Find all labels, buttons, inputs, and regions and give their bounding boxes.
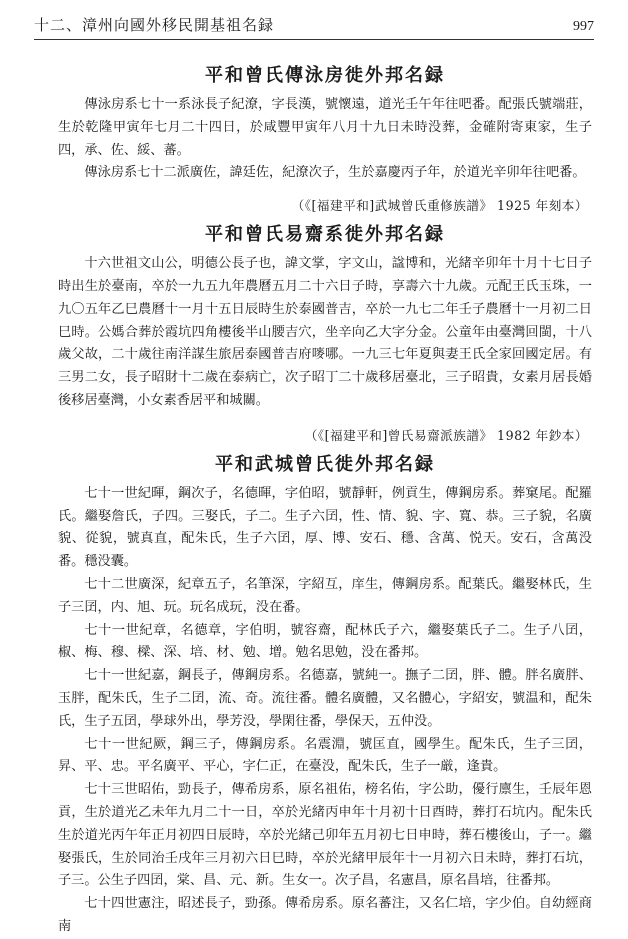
page-body: [58, 58, 592, 939]
page-number: 997: [573, 19, 594, 34]
paragraph: 七十一世紀章，名德章，字伯明，號容齋，配林氏子六，繼娶葉氏子二。生子八囝，椒、梅、穆、樑、深、培、材、勉、增。勉名思勉，没在番邦。: [58, 622, 592, 661]
paragraph: 七十二世廣深，紀章五子，名筆深，字紹互，庠生，傳鋼房系。配葉氏。繼娶林氏，生子三囝，内、旭、玩。玩名成玩，没在番。: [58, 576, 592, 615]
source-citation: （《[福建平和]武城曾氏重修族譜》 1925 年刻本）: [291, 198, 588, 214]
running-head: [34, 14, 594, 40]
section-heading: 平和曾氏傳泳房徙外邦名録: [205, 65, 445, 86]
paragraph: 七十一世紀嘉，鋼長子，傳鋼房系。名德嘉，號純一。撫子二囝，胖、體。胖名廣胖、玉胖，配朱氏，生子二囝，流、奇。流往番。體名廣體，又名體心，字紹安，號温和，配朱氏，生子五囝，學球外出，學芳没，學閑往番，學保天，五仲没。: [58, 668, 592, 729]
section-heading: 平和曾氏易齋系徙外邦名録: [205, 224, 445, 246]
paragraph: 傳泳房系七十一系泳長子紀潦，字長漢，號懷遠，道光壬午年往吧番。配張氏號端莊，生於乾隆甲寅年七月二十四日，於咸豐甲寅年八月十九日未時没葬，金確附寄東家，生子四，承、佐、綏、蕃。: [58, 97, 592, 158]
paragraph: 七十四世憲注，昭述長子，勁孫。傳希房系。原名蕃注，又名仁培，字少伯。自幼經商南: [58, 896, 592, 934]
section-heading: 平和武城曾氏徙外邦名録: [215, 453, 435, 475]
paragraph: 十六世祖文山公，明德公長子也，諱文掌，字文山，諡博和，光緒辛卯年十月十七日子時出生於臺南，卒於一九五九年農曆五月二十六日子時，享壽六十九歲。元配王氏玉珠，一九〇五年乙巳農曆十一月十五日辰時生於泰國普吉，卒於一九七二年壬子農曆十一月初二日巳時。公媽合葬於霞坑四角樓後半山腰吉穴，坐辛向乙大字分金。公童年由臺灣回閩，十八歲父故，二十歲往南洋謀生旅居泰國普吉府嘜哪。一九三七年夏與妻王氏全家回國定居。有三男二女，長子昭財十二歲在泰病亡，次子昭丁二十歲移居臺北，三子昭貴，女素月居長婚後移居臺灣，小女素香居平和城關。: [58, 256, 592, 408]
paragraph: 七十三世昭佑，勁長子，傳希房系，原名祖佑，榜名佑，字公助，優行廪生，壬辰年恩貢，生於道光乙未年九月二十一日，卒於光緒丙申年十月初十日酉時，葬打石坑内。配朱氏生於道光丙午年正月初四日辰時，卒於光緒己卯年五月初七日申時，葬石樓後山，子一。繼娶張氏，生於同治壬戌年三月初六日巳時，卒於光緒甲辰年十一月初六日未時，葬打石坑，子三。公生子四囝，棠、昌、元、新。生女一。次子昌，名憲昌，原名昌培，往番邦。: [58, 782, 592, 889]
paragraph: 七十一世紀厥，鋼三子，傳鋼房系。名震淵，號匡直，國學生。配朱氏，生子三囝，昇、平、忠。平名廣平、平心，字仁正，在臺没，配朱氏，生子一厳，逢貴。: [58, 736, 592, 775]
source-citation: （《[福建平和]曾氏易齋派族譜》 1982 年鈔本）: [304, 427, 588, 443]
paragraph: 七十一世紀暉，鋼次子，名德暉，字伯昭，號靜軒，例貢生，傳鋼房系。葬窠尾。配羅氏。繼娶詹氏，子四。三娶氏，子二。生子六囝，性、情、貌、字、寬、恭。三子貌，名廣貌、從貌，號真直，配朱氏，生子六囝，厚、博、安石、穩、含萬、悦天。安石，含萬没番。穩没囊。: [58, 485, 592, 570]
paragraph: 傳泳房系七十二派廣佐，諱廷佐，紀潦次子，生於嘉慶丙子年，於道光辛卯年往吧番。: [84, 165, 586, 181]
running-head-title: 十二、漳州向國外移民開基祖名録: [34, 16, 275, 34]
